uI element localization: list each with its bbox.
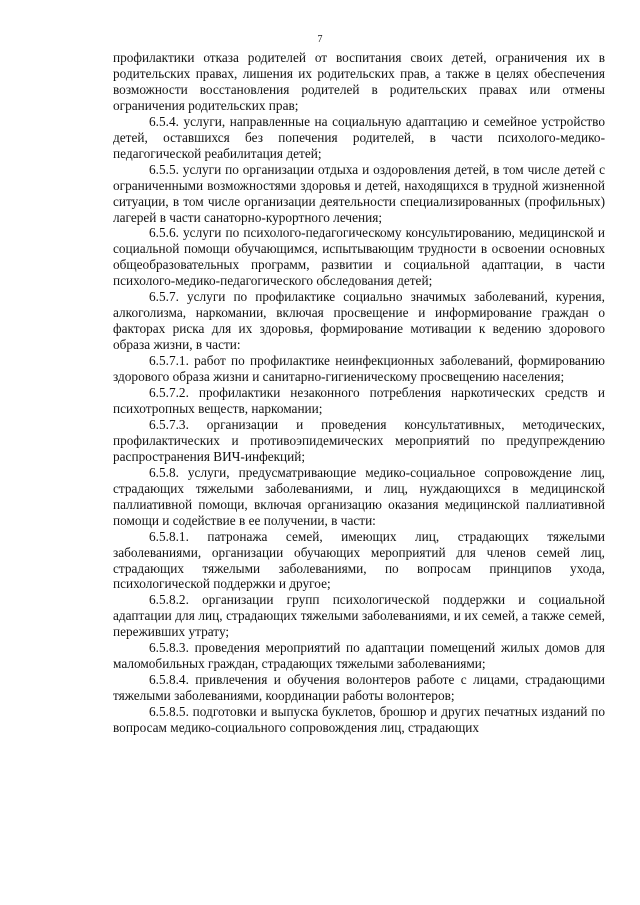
page-number: 7	[317, 34, 323, 45]
paragraph-6-5-8-3: 6.5.8.3. проведения мероприятий по адаптации помещений жилых домов для маломобильных граждан, страдающих тяжелыми заболеваниями;	[113, 640, 605, 672]
paragraph-6-5-7: 6.5.7. услуги по профилактике социально значимых заболеваний, курения, алкоголизма, наркомании, включая просвещение и информирование граждан о факторах риска для их здоровья, формирование мотивации к ведению здорового образа жизни, в части:	[113, 289, 605, 353]
paragraph-6-5-5: 6.5.5. услуги по организации отдыха и оздоровления детей, в том числе детей с ограниченными возможностями здоровья и детей, находящихся в трудной жизненной ситуации, в том числе организации деятельности специализированных (профильных) лагерей в части санаторно-курортного лечения;	[113, 161, 605, 225]
paragraph-6-5-7-3: 6.5.7.3. организации и проведения консультативных, методических, профилактических и противоэпидемических мероприятий по предупреждению распространения ВИЧ-инфекций;	[113, 416, 605, 464]
document-body	[113, 50, 605, 736]
paragraph-6-5-4: 6.5.4. услуги, направленные на социальную адаптацию и семейное устройство детей, оставшихся без попечения родителей, в части психолого-медико-педагогической реабилитация детей;	[113, 113, 605, 161]
paragraph-6-5-8-4: 6.5.8.4. привлечения и обучения волонтеров работе с лицами, страдающими тяжелыми заболеваниями, координации работы волонтеров;	[113, 672, 605, 704]
paragraph-6-5-7-1: 6.5.7.1. работ по профилактике неинфекционных заболеваний, формированию здорового образа жизни и санитарно-гигиеническому просвещению населения;	[113, 353, 605, 385]
paragraph-continuation: профилактики отказа родителей от воспитания своих детей, ограничения их в родительских правах, лишения их родительских прав, а также в целях обеспечения возможности восстановления родителей в родительских правах или отмены ограничения родительских прав;	[113, 50, 605, 113]
paragraph-6-5-8: 6.5.8. услуги, предусматривающие медико-социальное сопровождение лиц, страдающих тяжелыми заболеваниями, и лиц, нуждающихся в медицинской паллиативной помощи, включая организацию оказания медицинской паллиативной помощи и содействие в ее получении, в части:	[113, 464, 605, 528]
paragraph-6-5-8-5: 6.5.8.5. подготовки и выпуска буклетов, брошюр и других печатных изданий по вопросам медико-социального сопровождения лиц, страдающих	[113, 704, 605, 736]
paragraph-6-5-6: 6.5.6. услуги по психолого-педагогическому консультированию, медицинской и социальной помощи обучающимся, испытывающим трудности в освоении основных общеобразовательных программ, развитии и социальной адаптации, в части психолого-медико-педагогического обследования детей;	[113, 225, 605, 289]
paragraph-6-5-7-2: 6.5.7.2. профилактики незаконного потребления наркотических средств и психотропных веществ, наркомании;	[113, 385, 605, 416]
paragraph-6-5-8-1: 6.5.8.1. патронажа семей, имеющих лиц, страдающих тяжелыми заболеваниями, организации обучающих мероприятий для членов семей лиц, страдающих тяжелыми заболеваниями, по вопросам принципов ухода, психологической поддержки и другое;	[113, 528, 605, 592]
paragraph-6-5-8-2: 6.5.8.2. организации групп психологической поддержки и социальной адаптации для лиц, страдающих тяжелыми заболеваниями, и их семей, а также семей, переживших утрату;	[113, 592, 605, 640]
